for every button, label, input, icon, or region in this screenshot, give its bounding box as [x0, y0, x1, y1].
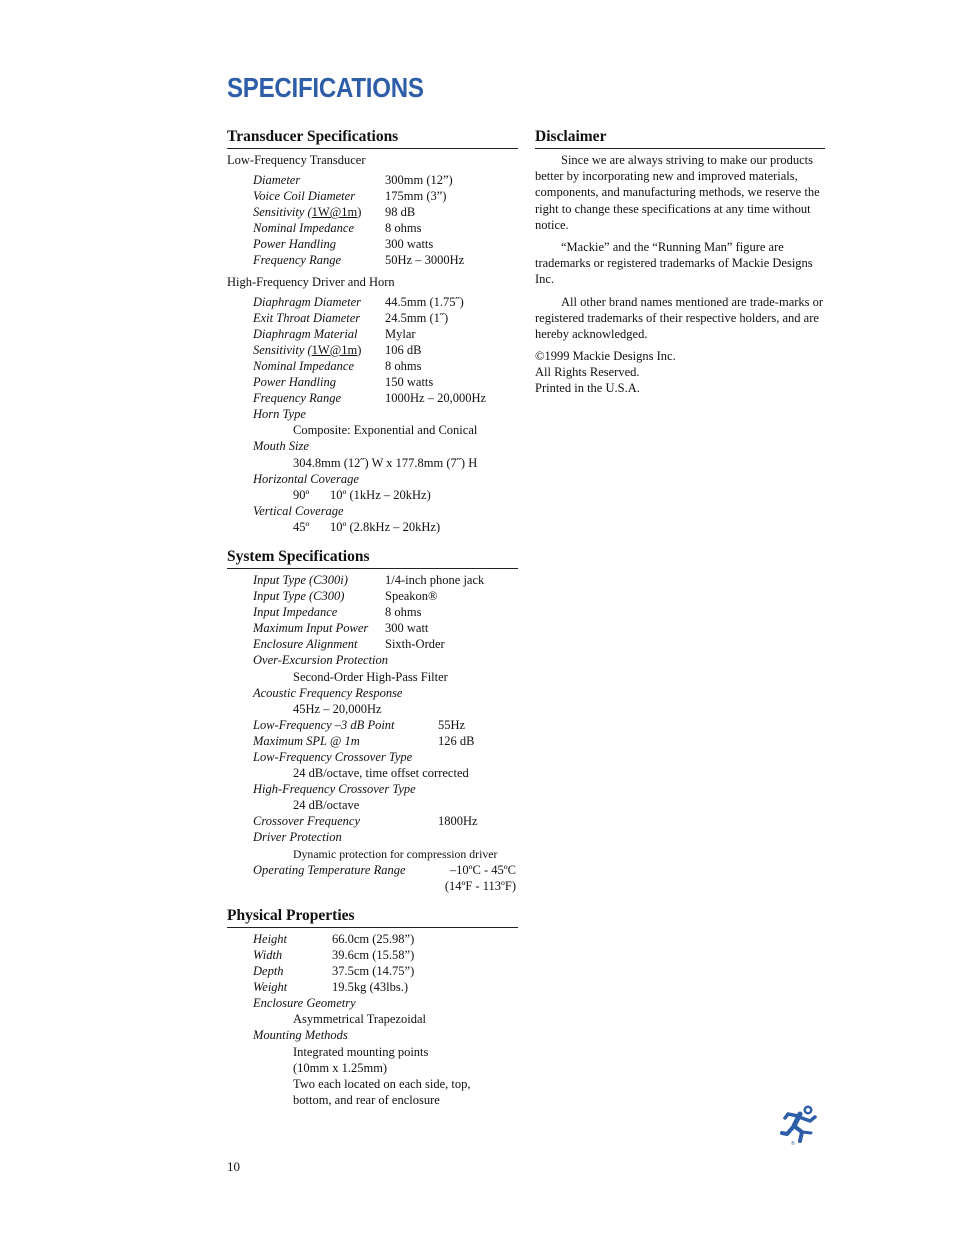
spec-value-row: Second-Order High-Pass Filter: [293, 669, 448, 684]
spec-row: Width 39.6cm (15.58”): [253, 947, 415, 962]
spec-label-row: Mounting Methods: [253, 1028, 348, 1043]
spec-label-row: Mouth Size: [253, 439, 309, 454]
disclaimer-column: [535, 128, 825, 396]
spec-row: Operating Temperature Range –10ºC - 45ºC: [253, 862, 516, 877]
system-heading: System Specifications: [227, 548, 518, 569]
hf-driver-heading: High-Frequency Driver and Horn: [227, 274, 395, 289]
spec-value-row: 304.8mm (12˝) W x 177.8mm (7˝) H: [293, 455, 478, 470]
spec-row: Maximum SPL @ 1m 126 dB: [253, 733, 475, 748]
spec-row: Height 66.0cm (25.98”): [253, 931, 415, 946]
spec-row: Sensitivity (1W@1m) 106 dB: [253, 342, 422, 357]
spec-value-row: Asymmetrical Trapezoidal: [293, 1012, 426, 1027]
spec-value-row: 45º 10º (2.8kHz – 20kHz): [293, 519, 441, 534]
spec-row: Exit Throat Diameter 24.5mm (1˝): [253, 310, 449, 325]
spec-row: Input Type (C300) Speakon®: [253, 589, 438, 604]
spec-row: Nominal Impedance 8 ohms: [253, 221, 422, 236]
specs-column: [227, 128, 518, 1108]
spec-row: Input Type (C300i) 1/4-inch phone jack: [253, 572, 485, 587]
spec-row: Low-Frequency –3 dB Point 55Hz: [253, 717, 466, 732]
spec-row: Frequency Range 1000Hz – 20,000Hz: [253, 391, 487, 406]
spec-value-row: (10mm x 1.25mm): [293, 1060, 388, 1075]
spec-label-row: Low-Frequency Crossover Type: [253, 750, 413, 764]
spec-value-row: 24 dB/octave, time offset corrected: [293, 766, 469, 781]
disclaimer-heading: Disclaimer: [535, 128, 825, 149]
lf-transducer-heading: Low-Frequency Transducer: [227, 153, 366, 167]
spec-value-row: 24 dB/octave: [293, 798, 360, 813]
spec-row: Nominal Impedance 8 ohms: [253, 358, 422, 373]
spec-row: Diaphragm Diameter 44.5mm (1.75˝): [253, 294, 464, 309]
disclaimer-paragraph: Since we are always striving to make our products better by incorporating new and improved materials, components, and manufacturing methods, we reserve the right to change these specifications at any time without notice.: [535, 153, 820, 232]
spec-label-row: Over-Excursion Protection: [253, 653, 389, 668]
physical-heading: Physical Properties: [227, 907, 518, 928]
spec-row: Diameter 300mm (12”): [253, 173, 453, 187]
spec-row: Enclosure Alignment Sixth-Order: [253, 637, 445, 652]
spec-label-row: Horn Type: [253, 407, 306, 422]
spec-label-row: Acoustic Frequency Response: [253, 685, 403, 700]
spec-label-row: Enclosure Geometry: [253, 996, 356, 1011]
spec-label-row: High-Frequency Crossover Type: [253, 782, 416, 797]
page-title: SPECIFICATIONS: [227, 72, 424, 103]
spec-value-row: Integrated mounting points: [293, 1044, 429, 1059]
spec-row: Diaphragm Material Mylar: [253, 326, 416, 341]
spec-row: Voice Coil Diameter 175mm (3”): [253, 189, 447, 204]
svg-text:®: ®: [791, 1141, 795, 1147]
spec-row: Frequency Range 50Hz – 3000Hz: [253, 253, 465, 268]
trademark-paragraph: “Mackie” and the “Running Man” figure are trademarks or registered trademarks of Mackie Designs Inc.: [535, 240, 813, 287]
spec-value-row: (14ºF - 113ºF): [444, 878, 516, 893]
rights-line: All Rights Reserved.: [535, 365, 640, 380]
spec-value-row: Two each located on each side, top,: [293, 1076, 471, 1091]
printed-line: Printed in the U.S.A.: [535, 381, 640, 396]
running-man-logo-icon: [778, 1104, 822, 1148]
spec-value-row: 45Hz – 20,000Hz: [293, 701, 382, 716]
spec-value-row: bottom, and rear of enclosure: [293, 1092, 440, 1107]
spec-value-row: Dynamic protection for compression driver: [293, 846, 498, 861]
spec-row: Sensitivity (1W@1m) 98 dB: [253, 205, 416, 220]
copyright-line: ©1999 Mackie Designs Inc.: [535, 349, 676, 364]
spec-value-row: 90º 10º (1kHz – 20kHz): [293, 487, 431, 502]
spec-label-row: Driver Protection: [253, 830, 342, 845]
spec-label-row: Vertical Coverage: [253, 503, 344, 518]
spec-row: Weight 19.5kg (43lbs.): [253, 980, 409, 995]
spec-row: Depth 37.5cm (14.75”): [253, 964, 415, 979]
spec-row: Power Handling 300 watts: [253, 237, 434, 252]
page-number: 10: [227, 1159, 240, 1174]
brand-names-paragraph: All other brand names mentioned are trade-marks or registered trademarks of their respective holders, and are hereby acknowledged.: [535, 294, 824, 342]
spec-row: Power Handling 150 watts: [253, 375, 434, 390]
transducer-heading: Transducer Specifications: [227, 128, 518, 149]
spec-row: Crossover Frequency 1800Hz: [253, 814, 478, 829]
spec-row: Input Impedance 8 ohms: [253, 605, 422, 620]
spec-value-row: Composite: Exponential and Conical: [293, 423, 478, 438]
spec-label-row: Horizontal Coverage: [253, 471, 359, 486]
spec-row: Maximum Input Power 300 watt: [253, 621, 429, 636]
